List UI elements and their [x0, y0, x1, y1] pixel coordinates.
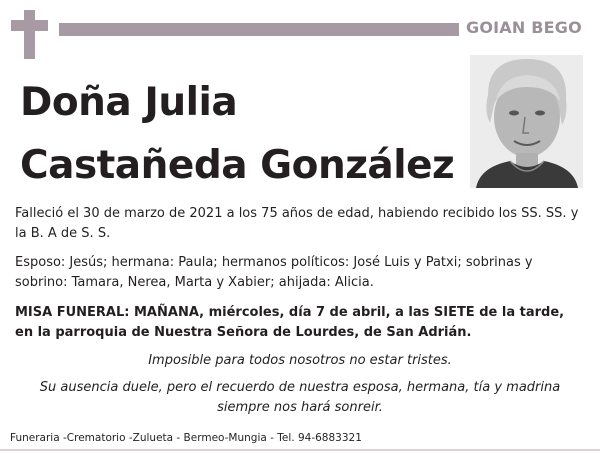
cross-vertical-bar	[24, 10, 35, 59]
deceased-name-line1: Doña Julia	[20, 80, 238, 125]
quote-line-2: Su ausencia duele, pero el recuerdo de nuestra esposa, hermana, tía y madrina siempre nos hará sonreir.	[39, 380, 561, 415]
header-divider-bar	[59, 23, 459, 36]
bottom-divider	[0, 449, 600, 451]
funeral-home-footer: Funeraria -Crematorio -Zulueta - Bermeo-Mungia - Tel. 94-6883321	[10, 432, 362, 444]
portrait-photo	[470, 55, 583, 188]
brand-name: GOIAN BEGO	[466, 18, 582, 37]
quote-line-1: Imposible para todos nosotros no estar tristes.	[148, 353, 452, 368]
cross-horizontal-bar	[11, 20, 48, 31]
funeral-mass-text: MISA FUNERAL: MAÑANA, miércoles, día 7 de abril, a las SIETE de la tarde, en la parroquia de Nuestra Señora de Lourdes, de San Adrián.	[15, 305, 565, 340]
deceased-name-line2: Castañeda González	[20, 143, 455, 188]
family-text: Esposo: Jesús; hermana: Paula; hermanos políticos: José Luis y Patxi; sobrinas y sobrino: Tamara, Nerea, Marta y Xabier; ahijada: Alicia.	[15, 255, 533, 290]
death-announcement-text: Falleció el 30 de marzo de 2021 a los 75 años de edad, habiendo recibido los SS. SS. y la B. A de S. S.	[15, 206, 579, 241]
